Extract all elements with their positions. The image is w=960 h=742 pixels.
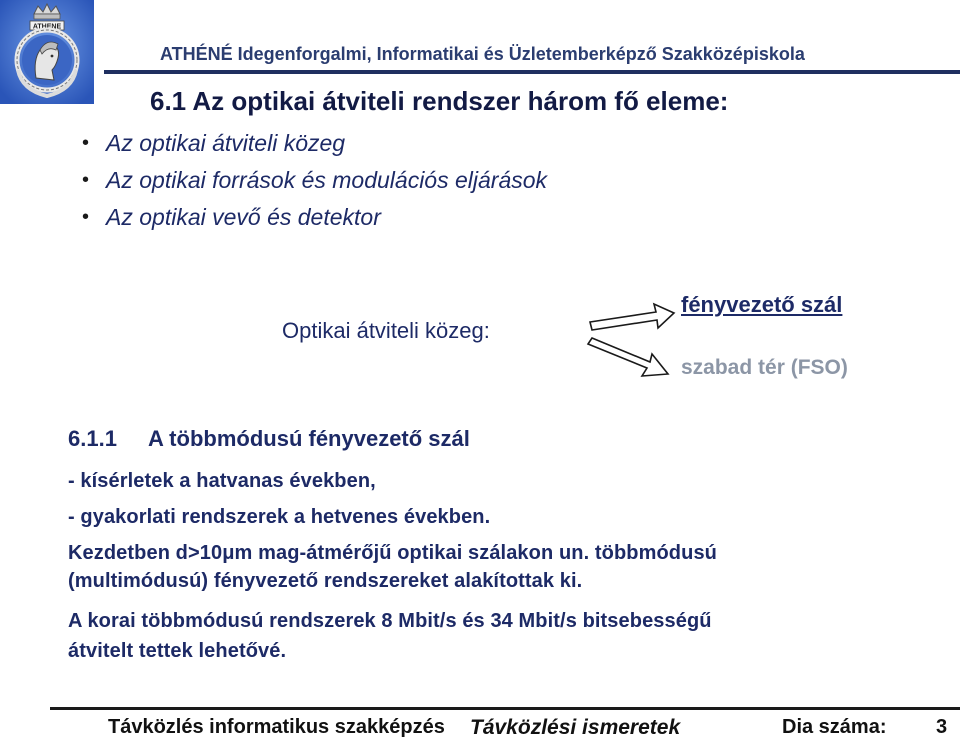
branch-fso-label: szabad tér (FSO): [681, 356, 848, 379]
bullet-list: [82, 126, 547, 237]
footer-course: Távközlés informatikus szakképzés: [108, 716, 445, 738]
paragraph-line: A korai többmódusú rendszerek 8 Mbit/s és 34 Mbit/s bitsebességű: [68, 610, 712, 632]
paragraph-line: (multimódusú) fényvezető rendszereket alakítottak ki.: [68, 570, 583, 592]
medium-label: Optikai átviteli közeg:: [282, 318, 490, 343]
branch-fiber-label: fényvezető szál: [681, 292, 843, 317]
footer-slide-label: Dia száma:: [782, 716, 887, 738]
school-crest-logo: [0, 0, 94, 104]
section-title: A többmódusú fényvezető szál: [148, 426, 470, 451]
paragraph-line: - kísérletek a hatvanas években,: [68, 470, 376, 492]
footer-subject: Távközlési ismeretek: [470, 716, 681, 739]
footer-slide-number: 3: [936, 716, 948, 738]
bullet-item: • Az optikai átviteli közeg: [82, 126, 547, 163]
bullet-item: • Az optikai források és modulációs eljárások: [82, 163, 547, 200]
footer-divider: [50, 707, 960, 710]
bullet-item: • Az optikai vevő és detektor: [82, 200, 547, 237]
slide-title: 6.1 Az optikai átviteli rendszer három fő eleme:: [150, 86, 729, 116]
paragraph-line: Kezdetben d>10μm mag-átmérőjű optikai szálakon un. többmódusú: [68, 542, 717, 564]
logo-text: ATHENE: [32, 23, 62, 31]
section-number: 6.1.1: [68, 426, 117, 451]
branch-arrows-icon: [584, 296, 678, 384]
section-heading: [68, 426, 470, 452]
paragraph-line: - gyakorlati rendszerek a hetvenes években.: [68, 506, 491, 528]
school-name: ATHÉNÉ Idegenforgalmi, Informatikai és Üzletemberképző Szakközépiskola: [160, 44, 805, 64]
paragraph-line: átvitelt tettek lehetővé.: [68, 640, 287, 662]
header-divider: [104, 70, 960, 74]
